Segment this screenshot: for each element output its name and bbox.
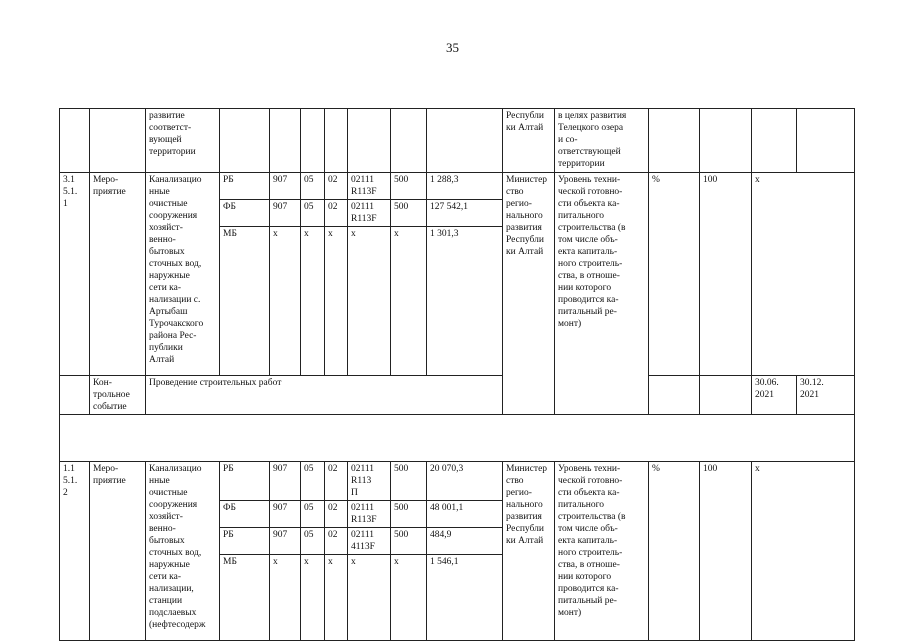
cell-amount: 127 542,1 bbox=[427, 200, 503, 227]
cell-number: 1.1 5.1. 2 bbox=[60, 462, 90, 641]
cell-pr: 02 bbox=[325, 501, 348, 528]
cell-vr: 500 bbox=[391, 501, 427, 528]
cell-csr: 02111 R113 П bbox=[348, 462, 391, 501]
cell-name: развитие соответст- вующей территории bbox=[146, 109, 220, 173]
cell-source: РБ bbox=[220, 173, 270, 200]
cell-number bbox=[60, 376, 90, 415]
cell-pr bbox=[325, 109, 348, 173]
cell-grbs bbox=[270, 109, 301, 173]
cell-csr: x bbox=[348, 555, 391, 641]
cell-amount: 1 288,3 bbox=[427, 173, 503, 200]
table-row bbox=[60, 173, 855, 200]
cell-pr: 02 bbox=[325, 200, 348, 227]
cell-rz: x bbox=[301, 227, 325, 376]
cell-amount: 484,9 bbox=[427, 528, 503, 555]
cell-indicator: Уровень техни- ческой готовно- сти объекта ка- питального строительства (в том числе объ- екта капиталь- ного строитель- ства, в отноше- нии которого проводится ка- питальный ре- монт) bbox=[555, 173, 649, 415]
cell-unit: % bbox=[649, 173, 700, 376]
cell-source: МБ bbox=[220, 227, 270, 376]
cell-value: 100 bbox=[700, 462, 752, 641]
cell-pr: 02 bbox=[325, 462, 348, 501]
page-number: 35 bbox=[446, 40, 459, 55]
cell-vr: 500 bbox=[391, 200, 427, 227]
cell-pr: 02 bbox=[325, 173, 348, 200]
cell-type bbox=[90, 109, 146, 173]
cell-rz: 05 bbox=[301, 173, 325, 200]
cell-amount: 20 070,3 bbox=[427, 462, 503, 501]
cell-value: 100 bbox=[700, 173, 752, 376]
cell-vr: x bbox=[391, 555, 427, 641]
cell-csr bbox=[348, 109, 391, 173]
cell-source: РБ bbox=[220, 462, 270, 501]
cell-source: РБ bbox=[220, 528, 270, 555]
cell-grbs: 907 bbox=[270, 200, 301, 227]
cell-value bbox=[700, 376, 752, 415]
cell-source: МБ bbox=[220, 555, 270, 641]
cell-number bbox=[60, 109, 90, 173]
cell-executor: Министер ство регио- нального развития Республи ки Алтай bbox=[503, 173, 555, 415]
cell-type: Меро- приятие bbox=[90, 462, 146, 641]
cell-csr: 02111 R113F bbox=[348, 501, 391, 528]
cell-amount: 48 001,1 bbox=[427, 501, 503, 528]
cell-start bbox=[752, 109, 797, 173]
cell-vr bbox=[391, 109, 427, 173]
cell-extra: x bbox=[752, 173, 855, 376]
cell-indicator: в целях развития Телецкого озера и со- ответствующей территории bbox=[555, 109, 649, 173]
cell-value bbox=[700, 109, 752, 173]
cell-executor: Министер ство регио- нального развития Республи ки Алтай bbox=[503, 462, 555, 641]
cell-csr: 02111 R113F bbox=[348, 200, 391, 227]
table-row bbox=[60, 109, 855, 173]
cell-source: ФБ bbox=[220, 200, 270, 227]
cell-grbs: 907 bbox=[270, 501, 301, 528]
cell-pr: x bbox=[325, 555, 348, 641]
cell-amount: 1 546,1 bbox=[427, 555, 503, 641]
cell-grbs: x bbox=[270, 227, 301, 376]
cell-csr: 02111 4113F bbox=[348, 528, 391, 555]
cell-rz bbox=[301, 109, 325, 173]
cell-unit: % bbox=[649, 462, 700, 641]
table-gap bbox=[60, 415, 855, 462]
cell-pr: x bbox=[325, 227, 348, 376]
cell-rz: 05 bbox=[301, 501, 325, 528]
cell-unit bbox=[649, 109, 700, 173]
cell-source bbox=[220, 109, 270, 173]
cell-source: ФБ bbox=[220, 501, 270, 528]
cell-grbs: 907 bbox=[270, 462, 301, 501]
cell-csr: 02111 R113F bbox=[348, 173, 391, 200]
cell-name: Канализацио нные очистные сооружения хозяйст- венно- бытовых сточных вод, наружные сети ка- нализации с. Артыбаш Турочакского района Рес- публики Алтай bbox=[146, 173, 220, 376]
cell-unit bbox=[649, 376, 700, 415]
table-row bbox=[60, 462, 855, 501]
cell-control-text: Проведение строительных работ bbox=[146, 376, 503, 415]
cell-executor: Республи ки Алтай bbox=[503, 109, 555, 173]
cell-indicator: Уровень техни- ческой готовно- сти объекта ка- питального строительства (в том числе объ- екта капиталь- ного строитель- ства, в отноше- нии которого проводится ка- питальный ре- монт) bbox=[555, 462, 649, 641]
cell-pr: 02 bbox=[325, 528, 348, 555]
cell-type: Кон- трольное событие bbox=[90, 376, 146, 415]
cell-vr: x bbox=[391, 227, 427, 376]
cell-vr: 500 bbox=[391, 528, 427, 555]
cell-grbs: 907 bbox=[270, 528, 301, 555]
cell-type: Меро- приятие bbox=[90, 173, 146, 376]
cell-vr: 500 bbox=[391, 173, 427, 200]
cell-end bbox=[797, 109, 855, 173]
cell-number: 3.1 5.1. 1 bbox=[60, 173, 90, 376]
cell-rz: 05 bbox=[301, 528, 325, 555]
cell-grbs: x bbox=[270, 555, 301, 641]
cell-extra: x bbox=[752, 462, 855, 641]
cell-amount: 1 301,3 bbox=[427, 227, 503, 376]
cell-grbs: 907 bbox=[270, 173, 301, 200]
cell-rz: x bbox=[301, 555, 325, 641]
cell-rz: 05 bbox=[301, 462, 325, 501]
table-row bbox=[60, 376, 855, 415]
cell-end: 30.12. 2021 bbox=[797, 376, 855, 415]
cell-csr: x bbox=[348, 227, 391, 376]
cell-vr: 500 bbox=[391, 462, 427, 501]
cell-rz: 05 bbox=[301, 200, 325, 227]
program-table bbox=[59, 108, 855, 641]
cell-start: 30.06. 2021 bbox=[752, 376, 797, 415]
cell-name: Канализацио нные очистные сооружения хозяйст- венно- бытовых сточных вод, наружные сети ка- нализации, станции подслаeвых (нефтесодерж bbox=[146, 462, 220, 641]
cell-amount bbox=[427, 109, 503, 173]
